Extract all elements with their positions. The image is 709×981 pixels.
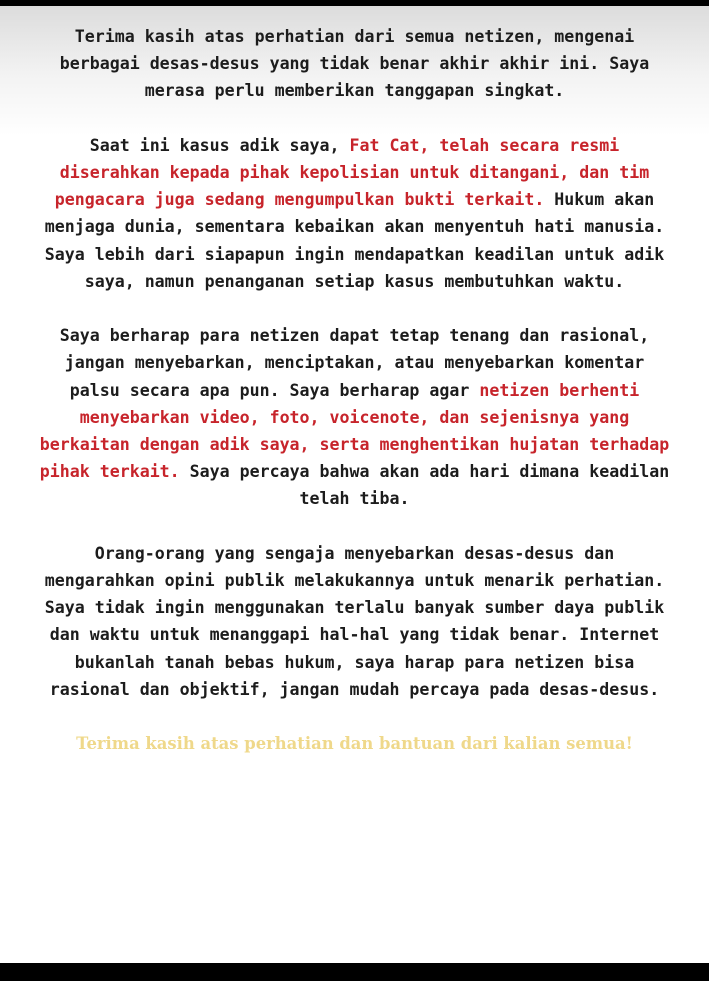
paragraph-appeal-tail: Saya percaya bahwa akan ada hari dimana keadilan telah tiba.	[179, 462, 670, 509]
bottom-frame-bar	[0, 963, 709, 981]
paragraph-closing-text: Terima kasih atas perhatian dan bantuan dari kalian semua!	[76, 734, 633, 754]
statement-text	[36, 23, 673, 785]
paragraph-appeal-lead: Saya berharap para netizen dapat tetap tenang dan rasional, jangan menyebarkan, menciptakan, atau menyebarkan komentar palsu secara apa pun. Saya berharap agar	[59, 326, 650, 400]
paragraph-case-status-tail: Hukum akan menjaga dunia, sementara kebaikan akan menyentuh hati manusia. Saya lebih dari siapapun ingin mendapatkan keadilan untuk adik saya, namun penanganan setiap kasus membutuhkan waktu.	[44, 190, 665, 291]
paragraph-intro	[36, 23, 673, 105]
paragraph-closing	[36, 730, 673, 757]
paragraph-rumors-text: Orang-orang yang sengaja menyebarkan desas-desus dan mengarahkan opini publik melakukannya untuk menarik perhatian. Saya tidak ingin menggunakan terlalu banyak sumber daya publik dan waktu untuk menanggapi hal-hal yang tidak benar. Internet bukanlah tanah bebas hukum, saya harap para netizen bisa rasional dan objektif, jangan mudah percaya pada desas-desus.	[44, 543, 665, 699]
statement-panel	[0, 6, 709, 963]
paragraph-appeal-highlight: netizen berhenti menyebarkan video, foto, voicenote, dan sejenisnya yang berkaitan dengan adik saya, serta menghentikan hujatan terhadap pihak terkait.	[39, 380, 670, 482]
paragraph-case-status	[36, 132, 673, 295]
paragraph-rumors	[36, 540, 673, 703]
paragraph-case-status-highlight: Fat Cat, telah secara resmi diserahkan kepada pihak kepolisian untuk ditangani, dan tim pengacara juga sedang mengumpulkan bukti terkait.	[54, 135, 650, 210]
paragraph-appeal	[36, 322, 673, 512]
paragraph-intro-text: Terima kasih atas perhatian dari semua netizen, mengenai berbagai desas-desus yang tidak benar akhir akhir ini. Saya merasa perlu memberikan tanggapan singkat.	[59, 27, 650, 101]
paragraph-case-status-lead: Saat ini kasus adik saya,	[89, 135, 350, 155]
